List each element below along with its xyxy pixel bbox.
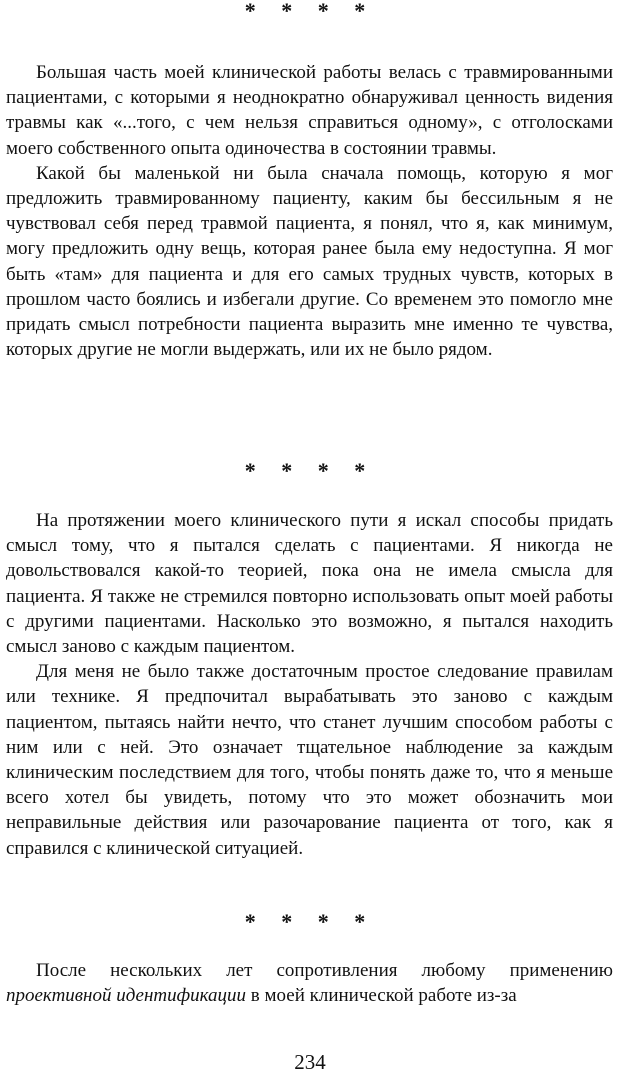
italic-term: проективной идентификации xyxy=(6,985,247,1007)
text-run: в моей клинической работе из-за xyxy=(250,985,517,1007)
paragraph: Какой бы маленькой ни была сначала помощь, которую я мог предложить травмированному пациенту, каким бы бессильным я не чувствовал себя перед травмой пациента, я понял, что я, как минимум, могу предложить одну вещь, которая ранее была ему недоступна. Я мог быть «там» для пациента и для его самых трудных чувств, которых в прошлом часто боялись и избегали другие. Со временем это помогло мне придать смысл потребности пациента выразить мне именно те чувства, которых другие не могли выдержать, или их не было рядом. xyxy=(6,162,613,361)
section-separator: * * * * xyxy=(244,0,376,23)
text-run: После нескольких лет сопротивления любому применению xyxy=(36,960,613,981)
page-number: 234 xyxy=(294,1050,326,1074)
section-1-text xyxy=(6,60,613,362)
section-separator: * * * * xyxy=(244,458,376,483)
paragraph xyxy=(6,958,613,1008)
section-2-text xyxy=(6,508,613,861)
section-separator: * * * * xyxy=(244,909,376,934)
paragraph: Для меня не было также достаточным простое следование правилам или технике. Я предпочитал вырабатывать это заново с каждым пациентом, пытаясь найти нечто, что станет лучшим способом работы с ним или с ней. Это означает тщательное наблюдение за каждым клиническим последствием для того, чтобы понять даже то, что я меньше всего хотел бы увидеть, потому что это может обозначить мои неправильные действия или разочарование пациента от того, как я справился с клинической ситуацией. xyxy=(6,661,613,859)
section-3-text xyxy=(6,958,613,1008)
paragraph: Большая часть моей клинической работы велась с травмированными пациентами, с которыми я неоднократно обнаруживал ценность видения травмы как «...того, с чем нельзя справиться одному», с отголосками моего собственного опыта одиночества в состоянии травмы. xyxy=(6,62,613,159)
paragraph: На протяжении моего клинического пути я искал способы придать смысл тому, что я пытался сделать с пациентами. Я никогда не довольствовался какой-то теорией, пока она не имела смысла для пациента. Я также не стремился повторно использовать опыт моей работы с другими пациентами. Насколько это возможно, я пытался находить смысл заново с каждым пациентом. xyxy=(6,510,613,658)
